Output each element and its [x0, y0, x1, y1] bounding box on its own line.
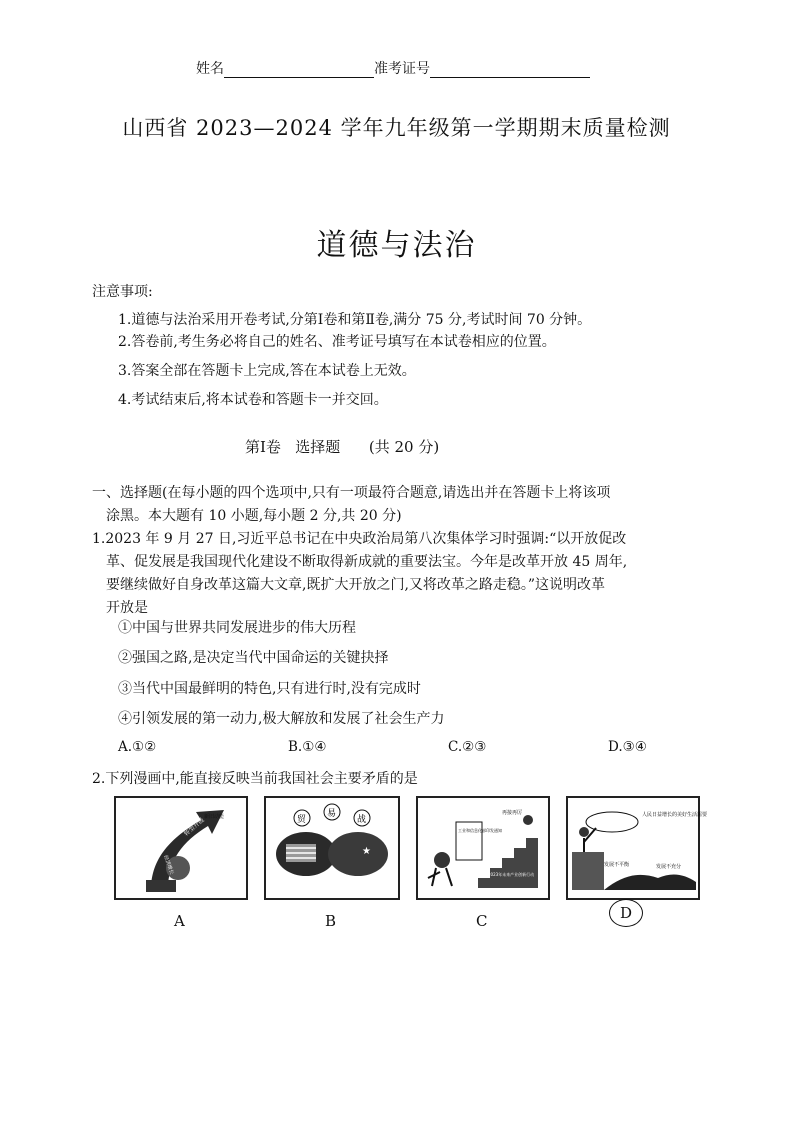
q1-statement: ③当代中国最鲜明的特色,只有进行时,没有完成时 [118, 681, 421, 697]
notice-item: 4.考试结束后,将本试卷和答题卡一并交回。 [118, 392, 388, 408]
cartoon-a-text: 新旧动能 [204, 814, 225, 820]
name-label: 姓名 [196, 61, 224, 77]
q1-choice-d: D.③④ [608, 739, 647, 755]
exam-title: 山西省 2023—2024 学年九年级第一学期期末质量检测 [122, 116, 671, 140]
cartoon-b-text: 易 [327, 809, 337, 819]
cartoon-label-c: C [476, 912, 488, 930]
cartoon-c-text: 2023年未来产业创新行动 [488, 872, 535, 877]
part-instruction: 一、选择题(在每小题的四个选项中,只有一项最符合题意,请选出并在答题卡上将该项 [92, 485, 611, 501]
q1-stem: 开放是 [106, 600, 148, 616]
q1-choice-a: A.①② [118, 739, 157, 755]
svg-text:★: ★ [362, 846, 371, 857]
cartoon-b-text: 战 [357, 815, 367, 825]
notice-item: 2.答卷前,考生务必将自己的姓名、准考证号填写在本试卷相应的位置。 [118, 334, 556, 350]
cartoon-d-image [566, 796, 708, 900]
id-label: 准考证号 [374, 61, 430, 77]
cartoon-a-text: 转型升级 [182, 816, 206, 838]
section-title: 第Ⅰ卷 选择题 (共 20 分) [245, 438, 440, 456]
name-blank [224, 63, 374, 78]
q1-statement: ④引领发展的第一动力,极大解放和发展了社会生产力 [118, 711, 445, 727]
cartoon-c-text: 工业和信息化部印发通知 [458, 828, 502, 833]
cartoon-label-d-circled: D [609, 899, 643, 927]
notice-heading: 注意事项: [92, 284, 153, 300]
notice-item: 3.答案全部在答题卡上完成,答在本试卷上无效。 [118, 363, 416, 379]
cartoon-a-text: 经济增长 [162, 854, 175, 876]
cartoon-d-text: 发展不平衡 [604, 862, 630, 868]
q1-stem: 要继续做好自身改革这篇大文章,既扩大开放之门,又将改革之路走稳。”这说明改革 [106, 577, 606, 593]
cartoon-label-a: A [174, 912, 185, 930]
q1-stem: 革、促发展是我国现代化建设不断取得新成就的重要法宝。今年是改革开放 45 周年, [106, 554, 628, 570]
candidate-info-line [196, 58, 590, 78]
cartoon-d-text: 发展不充分 [656, 864, 682, 870]
q1-choice-b: B.①④ [288, 739, 327, 755]
cartoon-c-image [416, 796, 550, 900]
cartoon-b-image [264, 796, 400, 900]
part-instruction-cont: 涂黑。本大题有 10 小题,每小题 2 分,共 20 分) [106, 508, 402, 524]
cartoon-label-b: B [325, 912, 337, 930]
q1-stem: 1.2023 年 9 月 27 日,习近平总书记在中央政治局第八次集体学习时强调:“以开放促改 [92, 531, 627, 547]
q1-statement: ②强国之路,是决定当代中国命运的关键抉择 [118, 650, 389, 666]
q2-stem: 2.下列漫画中,能直接反映当前我国社会主要矛盾的是 [92, 771, 418, 787]
cartoon-c-text: 再接再厉 [502, 810, 523, 816]
cartoon-b-text: 贸 [297, 815, 307, 825]
subject-title: 道德与法治 [316, 228, 477, 263]
id-blank [430, 63, 590, 78]
q1-statement: ①中国与世界共同发展进步的伟大历程 [118, 620, 356, 636]
notice-item: 1.道德与法治采用开卷考试,分第Ⅰ卷和第Ⅱ卷,满分 75 分,考试时间 70 分钟。 [118, 312, 592, 328]
q1-choice-c: C.②③ [448, 739, 487, 755]
cartoon-a-image [114, 796, 248, 900]
cartoon-d-text: 人民日益增长的美好生活需要 [642, 812, 708, 818]
